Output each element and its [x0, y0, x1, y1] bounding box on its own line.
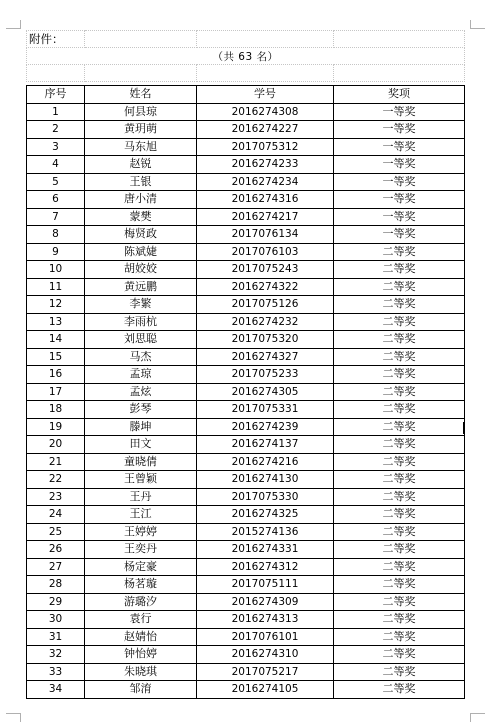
- cell-name[interactable]: 黄远鹏: [85, 278, 197, 296]
- cell-award[interactable]: 二等奖: [334, 453, 465, 471]
- cell-name[interactable]: 蒙樊: [85, 208, 197, 226]
- cell-name[interactable]: 马东旭: [85, 138, 197, 156]
- crop-mark-top-right: [470, 20, 485, 29]
- table-row: [27, 523, 465, 541]
- empty-cell[interactable]: [197, 31, 334, 48]
- cell-award[interactable]: 二等奖: [334, 593, 465, 611]
- cell-index[interactable]: 14: [27, 331, 85, 349]
- cell-index[interactable]: 10: [27, 261, 85, 279]
- cell-index[interactable]: 18: [27, 401, 85, 419]
- cell-name[interactable]: 何县琼: [85, 103, 197, 121]
- cell-index[interactable]: 25: [27, 523, 85, 541]
- table-row: [27, 401, 465, 419]
- cell-name[interactable]: 陈斌婕: [85, 243, 197, 261]
- cell-student-id[interactable]: 2017075320: [197, 331, 334, 349]
- cell-award[interactable]: 一等奖: [334, 138, 465, 156]
- cell-award[interactable]: 二等奖: [334, 663, 465, 681]
- empty-cell[interactable]: [85, 65, 197, 82]
- crop-mark-bottom-left: [6, 713, 21, 722]
- cell-award[interactable]: 二等奖: [334, 331, 465, 349]
- table-row: [27, 348, 465, 366]
- cell-name[interactable]: 游璐汐: [85, 593, 197, 611]
- cell-name[interactable]: 李雨杭: [85, 313, 197, 331]
- table-row: [27, 418, 465, 436]
- cell-name[interactable]: 王江: [85, 506, 197, 524]
- cell-index[interactable]: 5: [27, 173, 85, 191]
- cell-index[interactable]: 8: [27, 226, 85, 244]
- table-row: [27, 576, 465, 594]
- cell-name[interactable]: 唐小清: [85, 191, 197, 209]
- cell-name[interactable]: 王曾颖: [85, 471, 197, 489]
- cell-name[interactable]: 滕坤: [85, 418, 197, 436]
- cell-award[interactable]: 二等奖: [334, 296, 465, 314]
- cell-index[interactable]: 19: [27, 418, 85, 436]
- cell-student-id[interactable]: 2016274217: [197, 208, 334, 226]
- cell-award[interactable]: 一等奖: [334, 103, 465, 121]
- cell-award[interactable]: 一等奖: [334, 173, 465, 191]
- cell-index[interactable]: 11: [27, 278, 85, 296]
- table-row: [27, 471, 465, 489]
- cell-index[interactable]: 17: [27, 383, 85, 401]
- cell-student-id[interactable]: 2017075111: [197, 576, 334, 594]
- cell-name[interactable]: 孟炫: [85, 383, 197, 401]
- cell-award[interactable]: 二等奖: [334, 278, 465, 296]
- cell-student-id[interactable]: 2016274310: [197, 646, 334, 664]
- table-row: [27, 593, 465, 611]
- cell-award[interactable]: 二等奖: [334, 558, 465, 576]
- cell-award[interactable]: 一等奖: [334, 208, 465, 226]
- cell-student-id[interactable]: 2016274308: [197, 103, 334, 121]
- column-header-name[interactable]: 姓名: [85, 86, 197, 104]
- cell-student-id[interactable]: 2016274234: [197, 173, 334, 191]
- table-row: [27, 313, 465, 331]
- cell-index[interactable]: 3: [27, 138, 85, 156]
- cell-student-id[interactable]: 2015274136: [197, 523, 334, 541]
- table-row: [27, 646, 465, 664]
- cell-index[interactable]: 22: [27, 471, 85, 489]
- cell-student-id[interactable]: 2016274316: [197, 191, 334, 209]
- award-list-table: [26, 85, 465, 699]
- table-row: [27, 191, 465, 209]
- cell-index[interactable]: 24: [27, 506, 85, 524]
- cell-name[interactable]: 刘思聪: [85, 331, 197, 349]
- cell-award[interactable]: 二等奖: [334, 401, 465, 419]
- cell-index[interactable]: 29: [27, 593, 85, 611]
- table-row: [27, 366, 465, 384]
- table-row: [27, 436, 465, 454]
- cell-student-id[interactable]: 2016274239: [197, 418, 334, 436]
- cell-name[interactable]: 朱晓琪: [85, 663, 197, 681]
- table-row: [27, 156, 465, 174]
- cell-student-id[interactable]: 2016274331: [197, 541, 334, 559]
- total-count-note[interactable]: （共 63 名）: [27, 48, 465, 65]
- cell-award[interactable]: 一等奖: [334, 226, 465, 244]
- cell-name[interactable]: 彭琴: [85, 401, 197, 419]
- cell-award[interactable]: 二等奖: [334, 506, 465, 524]
- cell-name[interactable]: 钟怡婷: [85, 646, 197, 664]
- table-row: [27, 296, 465, 314]
- table-row: [27, 138, 465, 156]
- cell-index[interactable]: 9: [27, 243, 85, 261]
- table-row: [27, 208, 465, 226]
- cell-award[interactable]: 二等奖: [334, 261, 465, 279]
- cell-award[interactable]: 二等奖: [334, 383, 465, 401]
- table-row: [27, 681, 465, 699]
- column-header-award[interactable]: 奖项: [334, 86, 465, 104]
- cell-student-id[interactable]: 2016274130: [197, 471, 334, 489]
- cell-index[interactable]: 26: [27, 541, 85, 559]
- cell-index[interactable]: 28: [27, 576, 85, 594]
- cell-name[interactable]: 马杰: [85, 348, 197, 366]
- text-cursor: [463, 422, 465, 434]
- cell-award[interactable]: 二等奖: [334, 541, 465, 559]
- cell-name[interactable]: 邹淯: [85, 681, 197, 699]
- cell-student-id[interactable]: 2017076103: [197, 243, 334, 261]
- cell-student-id[interactable]: 2016274305: [197, 383, 334, 401]
- table-row: [27, 278, 465, 296]
- cell-award[interactable]: 二等奖: [334, 243, 465, 261]
- cell-name[interactable]: 王婷婷: [85, 523, 197, 541]
- attachment-row: [27, 31, 465, 48]
- cell-index[interactable]: 15: [27, 348, 85, 366]
- cell-student-id[interactable]: 2016274227: [197, 121, 334, 139]
- cell-award[interactable]: 二等奖: [334, 436, 465, 454]
- table-row: [27, 383, 465, 401]
- cell-student-id[interactable]: 2016274312: [197, 558, 334, 576]
- table-row: [27, 121, 465, 139]
- cell-student-id[interactable]: 2017076134: [197, 226, 334, 244]
- cell-student-id[interactable]: 2016274105: [197, 681, 334, 699]
- cell-student-id[interactable]: 2016274137: [197, 436, 334, 454]
- spacer-row: [27, 65, 465, 82]
- cell-award[interactable]: 二等奖: [334, 348, 465, 366]
- cell-name[interactable]: 李繁: [85, 296, 197, 314]
- cell-student-id[interactable]: 2017075233: [197, 366, 334, 384]
- empty-cell[interactable]: [334, 65, 465, 82]
- table-row: [27, 243, 465, 261]
- header-grid: [26, 30, 465, 82]
- cell-student-id[interactable]: 2017075330: [197, 488, 334, 506]
- crop-mark-bottom-right: [470, 713, 485, 722]
- cell-student-id[interactable]: 2016274216: [197, 453, 334, 471]
- cell-name[interactable]: 童晓倩: [85, 453, 197, 471]
- cell-index[interactable]: 12: [27, 296, 85, 314]
- cell-award[interactable]: 二等奖: [334, 366, 465, 384]
- cell-award[interactable]: 二等奖: [334, 611, 465, 629]
- cell-student-id[interactable]: 2016274322: [197, 278, 334, 296]
- table-row: [27, 453, 465, 471]
- cell-index[interactable]: 32: [27, 646, 85, 664]
- table-row: [27, 611, 465, 629]
- cell-index[interactable]: 4: [27, 156, 85, 174]
- cell-index[interactable]: 23: [27, 488, 85, 506]
- cell-award[interactable]: 二等奖: [334, 418, 465, 436]
- cell-award[interactable]: 二等奖: [334, 681, 465, 699]
- column-header-index[interactable]: 序号: [27, 86, 85, 104]
- cell-index[interactable]: 6: [27, 191, 85, 209]
- cell-name[interactable]: 赵锐: [85, 156, 197, 174]
- cell-name[interactable]: 杨茗璇: [85, 576, 197, 594]
- cell-name[interactable]: 孟琼: [85, 366, 197, 384]
- empty-cell[interactable]: [334, 31, 465, 48]
- total-row: [27, 48, 465, 65]
- table-row: [27, 173, 465, 191]
- cell-name[interactable]: 杨定豪: [85, 558, 197, 576]
- cell-student-id[interactable]: 2017075243: [197, 261, 334, 279]
- cell-student-id[interactable]: 2017075312: [197, 138, 334, 156]
- table-row: [27, 261, 465, 279]
- cell-student-id[interactable]: 2016274232: [197, 313, 334, 331]
- table-row: [27, 488, 465, 506]
- cell-student-id[interactable]: 2016274309: [197, 593, 334, 611]
- cell-index[interactable]: 7: [27, 208, 85, 226]
- cell-award[interactable]: 一等奖: [334, 121, 465, 139]
- cell-name[interactable]: 王银: [85, 173, 197, 191]
- column-header-student-id[interactable]: 学号: [197, 86, 334, 104]
- table-row: [27, 541, 465, 559]
- cell-award[interactable]: 二等奖: [334, 471, 465, 489]
- cell-award[interactable]: 二等奖: [334, 628, 465, 646]
- cell-index[interactable]: 31: [27, 628, 85, 646]
- empty-cell[interactable]: [85, 31, 197, 48]
- table-header-row: [27, 86, 465, 104]
- cell-student-id[interactable]: 2017075126: [197, 296, 334, 314]
- crop-mark-top-left: [6, 20, 21, 29]
- cell-name[interactable]: 袁行: [85, 611, 197, 629]
- cell-name[interactable]: 黄玥萌: [85, 121, 197, 139]
- cell-award[interactable]: 二等奖: [334, 576, 465, 594]
- cell-index[interactable]: 2: [27, 121, 85, 139]
- cell-name[interactable]: 王丹: [85, 488, 197, 506]
- cell-name[interactable]: 田文: [85, 436, 197, 454]
- table-row: [27, 628, 465, 646]
- cell-student-id[interactable]: 2017075331: [197, 401, 334, 419]
- cell-award[interactable]: 二等奖: [334, 523, 465, 541]
- table-row: [27, 663, 465, 681]
- cell-index[interactable]: 33: [27, 663, 85, 681]
- table-row: [27, 558, 465, 576]
- table-row: [27, 331, 465, 349]
- cell-student-id[interactable]: 2016274325: [197, 506, 334, 524]
- cell-index[interactable]: 30: [27, 611, 85, 629]
- table-row: [27, 103, 465, 121]
- cell-name[interactable]: 王奕丹: [85, 541, 197, 559]
- cell-award[interactable]: 一等奖: [334, 156, 465, 174]
- cell-award[interactable]: 一等奖: [334, 191, 465, 209]
- cell-index[interactable]: 27: [27, 558, 85, 576]
- cell-student-id[interactable]: 2016274327: [197, 348, 334, 366]
- cell-student-id[interactable]: 2017075217: [197, 663, 334, 681]
- cell-student-id[interactable]: 2016274233: [197, 156, 334, 174]
- cell-name[interactable]: 胡姣姣: [85, 261, 197, 279]
- cell-index[interactable]: 20: [27, 436, 85, 454]
- cell-index[interactable]: 34: [27, 681, 85, 699]
- attachment-label[interactable]: 附件：: [27, 31, 85, 48]
- empty-cell[interactable]: [27, 65, 85, 82]
- table-row: [27, 506, 465, 524]
- cell-index[interactable]: 16: [27, 366, 85, 384]
- cell-award[interactable]: 二等奖: [334, 488, 465, 506]
- cell-index[interactable]: 21: [27, 453, 85, 471]
- cell-student-id[interactable]: 2016274313: [197, 611, 334, 629]
- cell-award[interactable]: 二等奖: [334, 313, 465, 331]
- cell-award[interactable]: 二等奖: [334, 646, 465, 664]
- cell-index[interactable]: 13: [27, 313, 85, 331]
- empty-cell[interactable]: [197, 65, 334, 82]
- cell-name[interactable]: 梅贤政: [85, 226, 197, 244]
- cell-name[interactable]: 赵婧怡: [85, 628, 197, 646]
- cell-index[interactable]: 1: [27, 103, 85, 121]
- cell-student-id[interactable]: 2017076101: [197, 628, 334, 646]
- table-row: [27, 226, 465, 244]
